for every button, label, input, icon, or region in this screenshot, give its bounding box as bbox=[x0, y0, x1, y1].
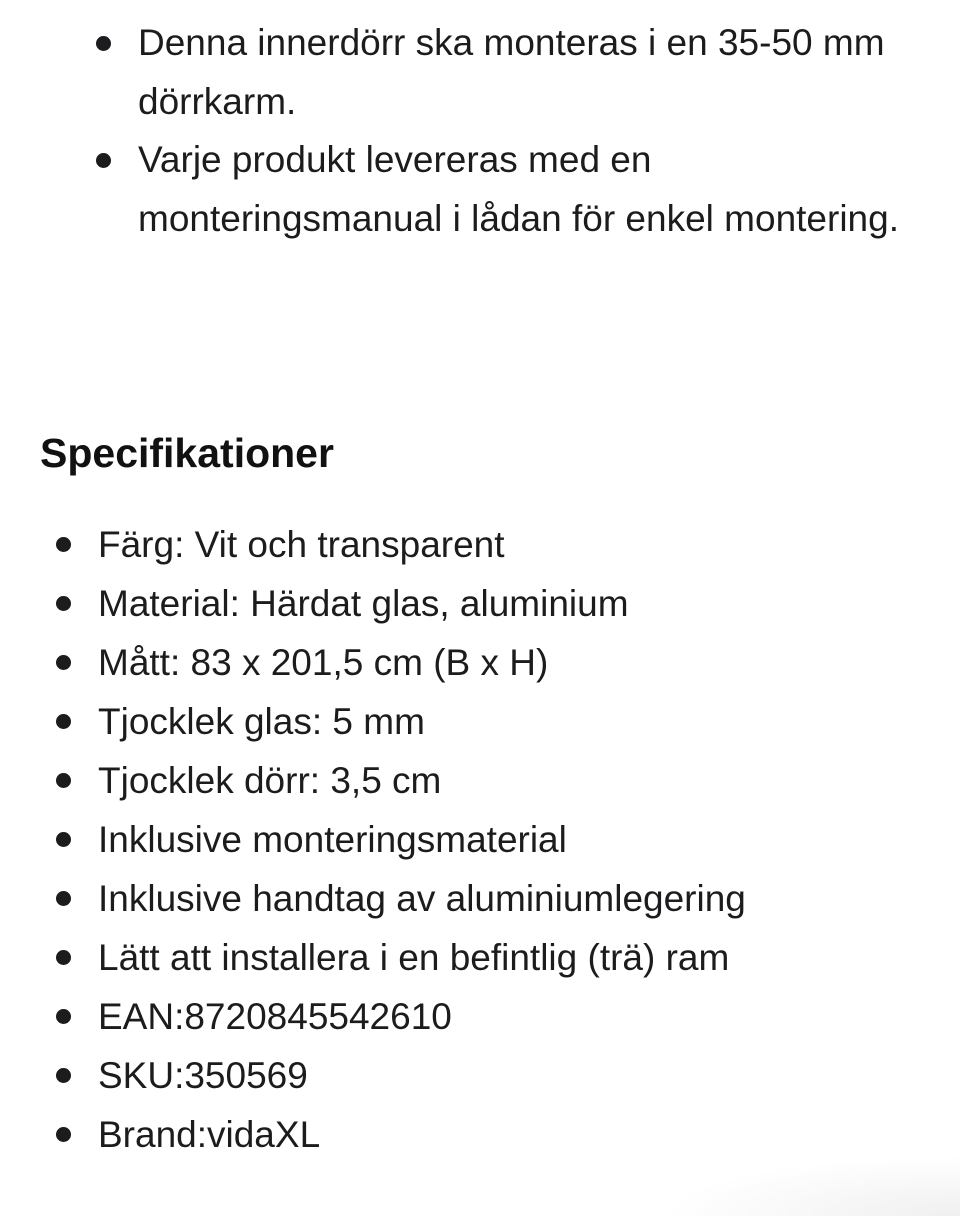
specifications-heading: Specifikationer bbox=[40, 430, 334, 476]
spec-item-mounting-material: Inklusive monteringsmaterial bbox=[98, 819, 567, 860]
spec-item-brand: Brand:vidaXL bbox=[98, 1114, 321, 1155]
spec-item bbox=[56, 751, 936, 810]
spec-item bbox=[56, 574, 936, 633]
spec-item bbox=[56, 1046, 936, 1105]
bullet-dot bbox=[56, 832, 71, 847]
bullet-dot bbox=[56, 1009, 71, 1024]
bullet-dot bbox=[56, 950, 71, 965]
spec-item bbox=[56, 515, 936, 574]
corner-shadow bbox=[660, 1156, 960, 1216]
bullet-dot bbox=[56, 655, 71, 670]
spec-item bbox=[56, 928, 936, 987]
spec-item-material: Material: Härdat glas, aluminium bbox=[98, 583, 629, 624]
intro-bullet-list bbox=[96, 14, 916, 248]
spec-item-door-thickness: Tjocklek dörr: 3,5 cm bbox=[98, 760, 442, 801]
bullet-dot bbox=[56, 714, 71, 729]
spec-item-installation: Lätt att installera i en befintlig (trä) ram bbox=[98, 937, 730, 978]
specifications-list bbox=[56, 515, 936, 1164]
spec-item bbox=[56, 633, 936, 692]
spec-item-sku: SKU:350569 bbox=[98, 1055, 308, 1096]
bullet-dot bbox=[56, 773, 71, 788]
intro-bullet-item bbox=[96, 131, 916, 248]
bullet-dot bbox=[96, 36, 111, 51]
bullet-dot bbox=[56, 1127, 71, 1142]
bullet-dot bbox=[56, 596, 71, 611]
bullet-dot bbox=[96, 153, 111, 168]
spec-item-glass-thickness: Tjocklek glas: 5 mm bbox=[98, 701, 425, 742]
spec-item-color: Färg: Vit och transparent bbox=[98, 524, 505, 565]
intro-bullet-text: Varje produkt levereras med en monteringsmanual i lådan för enkel montering. bbox=[138, 139, 899, 239]
spec-item bbox=[56, 810, 936, 869]
spec-item bbox=[56, 987, 936, 1046]
spec-item-ean: EAN:8720845542610 bbox=[98, 996, 452, 1037]
bullet-dot bbox=[56, 891, 71, 906]
bullet-dot bbox=[56, 1068, 71, 1083]
intro-bullet-text: Denna innerdörr ska monteras i en 35-50 mm dörrkarm. bbox=[138, 22, 885, 122]
spec-item-dimensions: Mått: 83 x 201,5 cm (B x H) bbox=[98, 642, 549, 683]
intro-bullet-item bbox=[96, 14, 916, 131]
spec-item-handle: Inklusive handtag av aluminiumlegering bbox=[98, 878, 746, 919]
spec-item bbox=[56, 692, 936, 751]
bullet-dot bbox=[56, 537, 71, 552]
spec-item bbox=[56, 869, 936, 928]
